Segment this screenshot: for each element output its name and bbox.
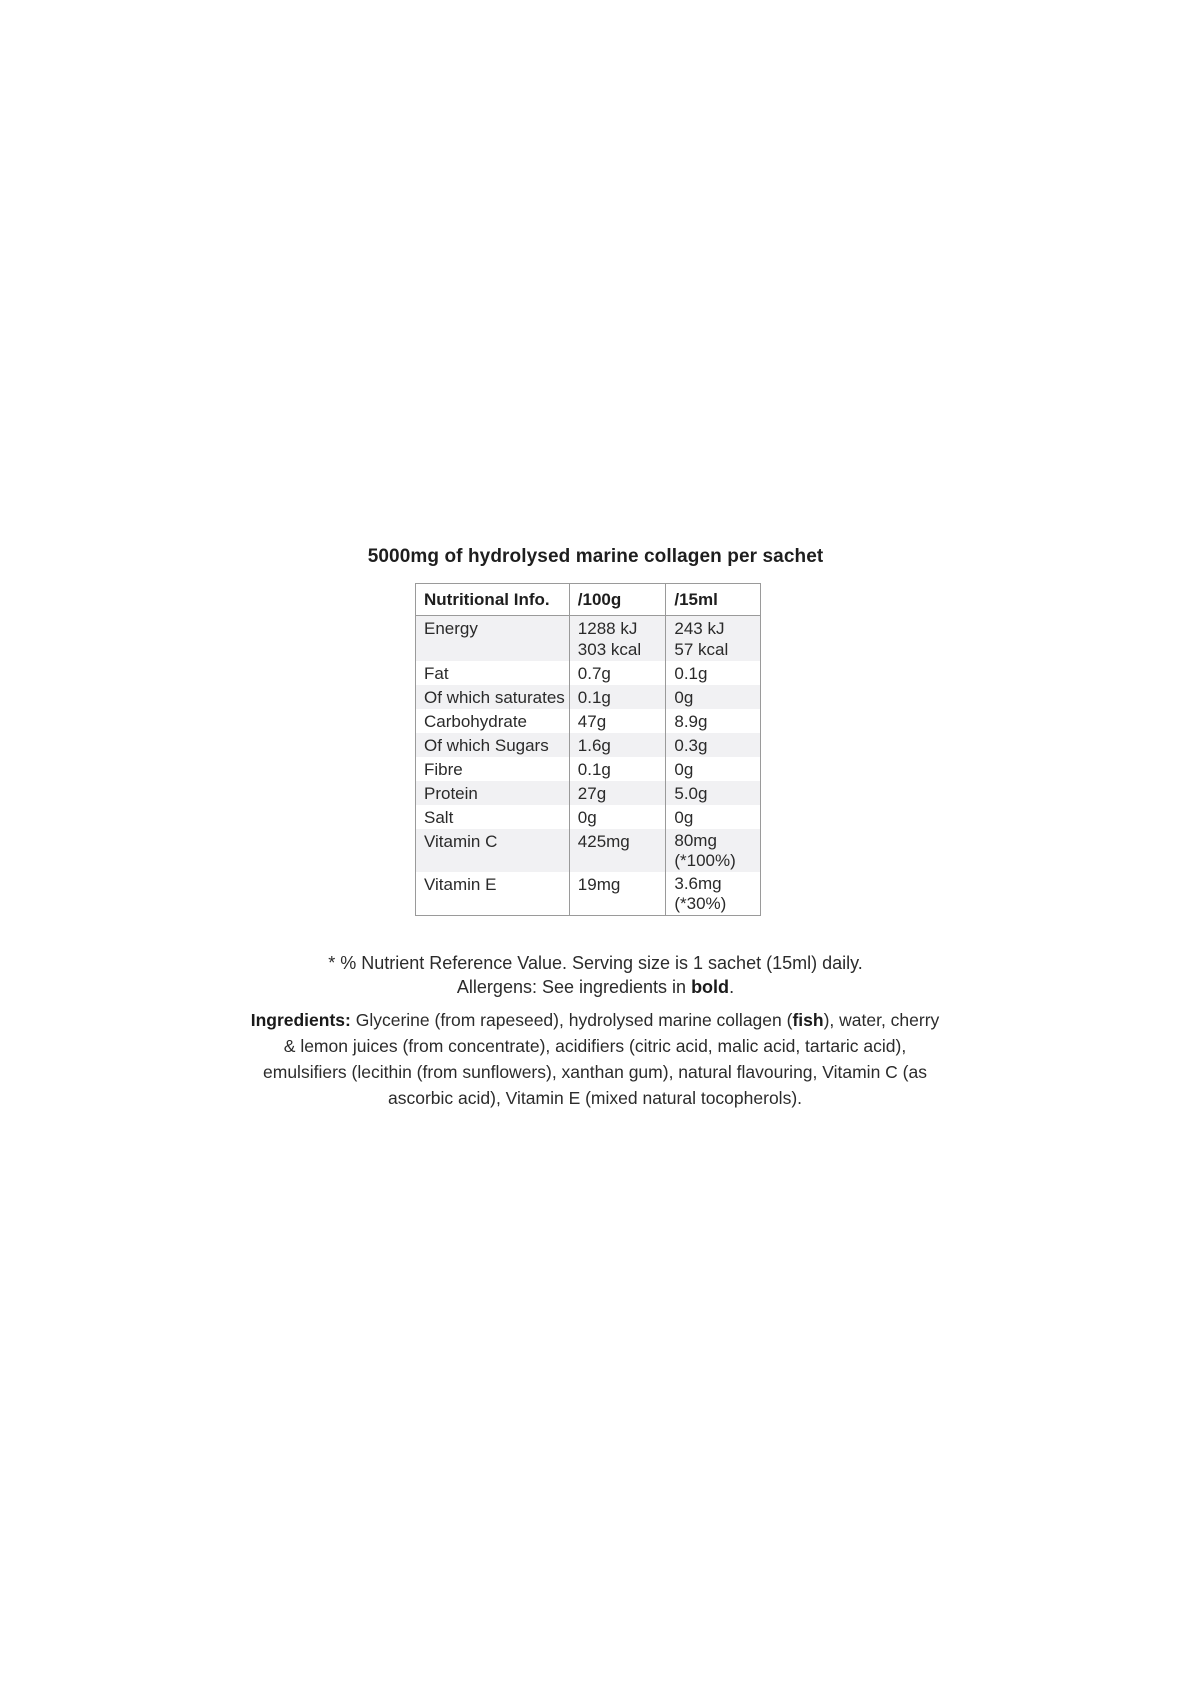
table-row bbox=[416, 757, 761, 781]
nutrient-name: Of which saturates bbox=[416, 685, 570, 709]
value-line: 303 kcal bbox=[577, 640, 642, 659]
value-per-100g: 0g bbox=[569, 805, 666, 829]
value-per-100g: 0.1g bbox=[569, 685, 666, 709]
value-per-100g: 425mg bbox=[569, 829, 666, 872]
value-per-serving: 5.0g bbox=[666, 781, 761, 805]
value-per-serving: 0g bbox=[666, 685, 761, 709]
nutrient-name: Protein bbox=[416, 781, 570, 805]
table-row bbox=[416, 616, 761, 662]
nutrient-name: Fat bbox=[416, 661, 570, 685]
value-per-100g: 0.1g bbox=[569, 757, 666, 781]
value-per-100g: 1.6g bbox=[569, 733, 666, 757]
value-per-100g: 19mg bbox=[569, 872, 666, 916]
value-per-serving: 0.3g bbox=[666, 733, 761, 757]
table-row bbox=[416, 661, 761, 685]
value-per-serving bbox=[666, 616, 761, 662]
table-header-row bbox=[416, 584, 761, 616]
allergens-bold-word: bold bbox=[691, 977, 730, 997]
value-line: 57 kcal bbox=[674, 640, 729, 659]
nutrient-name: Of which Sugars bbox=[416, 733, 570, 757]
allergen-fish: fish bbox=[792, 1010, 824, 1030]
allergens-note bbox=[0, 975, 1191, 1000]
value-per-serving: 8.9g bbox=[666, 709, 761, 733]
nutrient-name: Fibre bbox=[416, 757, 570, 781]
nutrient-name: Vitamin C bbox=[416, 829, 570, 872]
table-row bbox=[416, 781, 761, 805]
nrv-percent: (*100%) bbox=[674, 851, 736, 870]
value-per-100g: 47g bbox=[569, 709, 666, 733]
nutrition-table bbox=[415, 583, 761, 916]
table-row bbox=[416, 805, 761, 829]
header-per-100g: /100g bbox=[569, 584, 666, 616]
value-per-serving: 0g bbox=[666, 757, 761, 781]
ingredients-text-part-1: Glycerine (from rapeseed), hydrolysed marine collagen ( bbox=[350, 1010, 793, 1030]
nrv-percent: (*30%) bbox=[674, 894, 727, 913]
value-per-100g bbox=[569, 616, 666, 662]
ingredients-paragraph bbox=[245, 1007, 945, 1111]
value-per-serving bbox=[666, 872, 761, 916]
nutrient-name: Salt bbox=[416, 805, 570, 829]
table-row bbox=[416, 829, 761, 872]
headline: 5000mg of hydrolysed marine collagen per sachet bbox=[367, 546, 824, 567]
header-per-15ml: /15ml bbox=[666, 584, 761, 616]
table-row bbox=[416, 733, 761, 757]
nutrient-name: Energy bbox=[416, 616, 570, 662]
value-per-100g: 0.7g bbox=[569, 661, 666, 685]
value-per-100g: 27g bbox=[569, 781, 666, 805]
ingredients-text-part-2: ), water, cherry & lemon juices (from concentrate), acidifiers (citric acid, malic acid, tartaric acid), emulsifiers (lecithin (from sunflowers), xanthan gum), natural flavouring, Vitamin C (as ascorbic acid), Vitamin E (mixed natural tocopherols). bbox=[263, 1010, 940, 1108]
table-row bbox=[416, 685, 761, 709]
allergens-suffix: . bbox=[729, 977, 735, 997]
table-row bbox=[416, 872, 761, 916]
ingredients-label: Ingredients: bbox=[250, 1010, 351, 1030]
nrv-note: * % Nutrient Reference Value. Serving size is 1 sachet (15ml) daily. bbox=[328, 953, 863, 973]
value-line: 243 kJ bbox=[674, 619, 725, 638]
value-per-serving: 0.1g bbox=[666, 661, 761, 685]
value-line: 80mg bbox=[674, 831, 717, 850]
header-nutritional-info: Nutritional Info. bbox=[416, 584, 570, 616]
nutrient-name: Vitamin E bbox=[416, 872, 570, 916]
value-per-serving: 0g bbox=[666, 805, 761, 829]
table-row bbox=[416, 709, 761, 733]
value-line: 3.6mg bbox=[674, 874, 722, 893]
value-line: 1288 kJ bbox=[577, 619, 638, 638]
nutrient-name: Carbohydrate bbox=[416, 709, 570, 733]
value-per-serving bbox=[666, 829, 761, 872]
allergens-prefix: Allergens: See ingredients in bbox=[456, 977, 692, 997]
